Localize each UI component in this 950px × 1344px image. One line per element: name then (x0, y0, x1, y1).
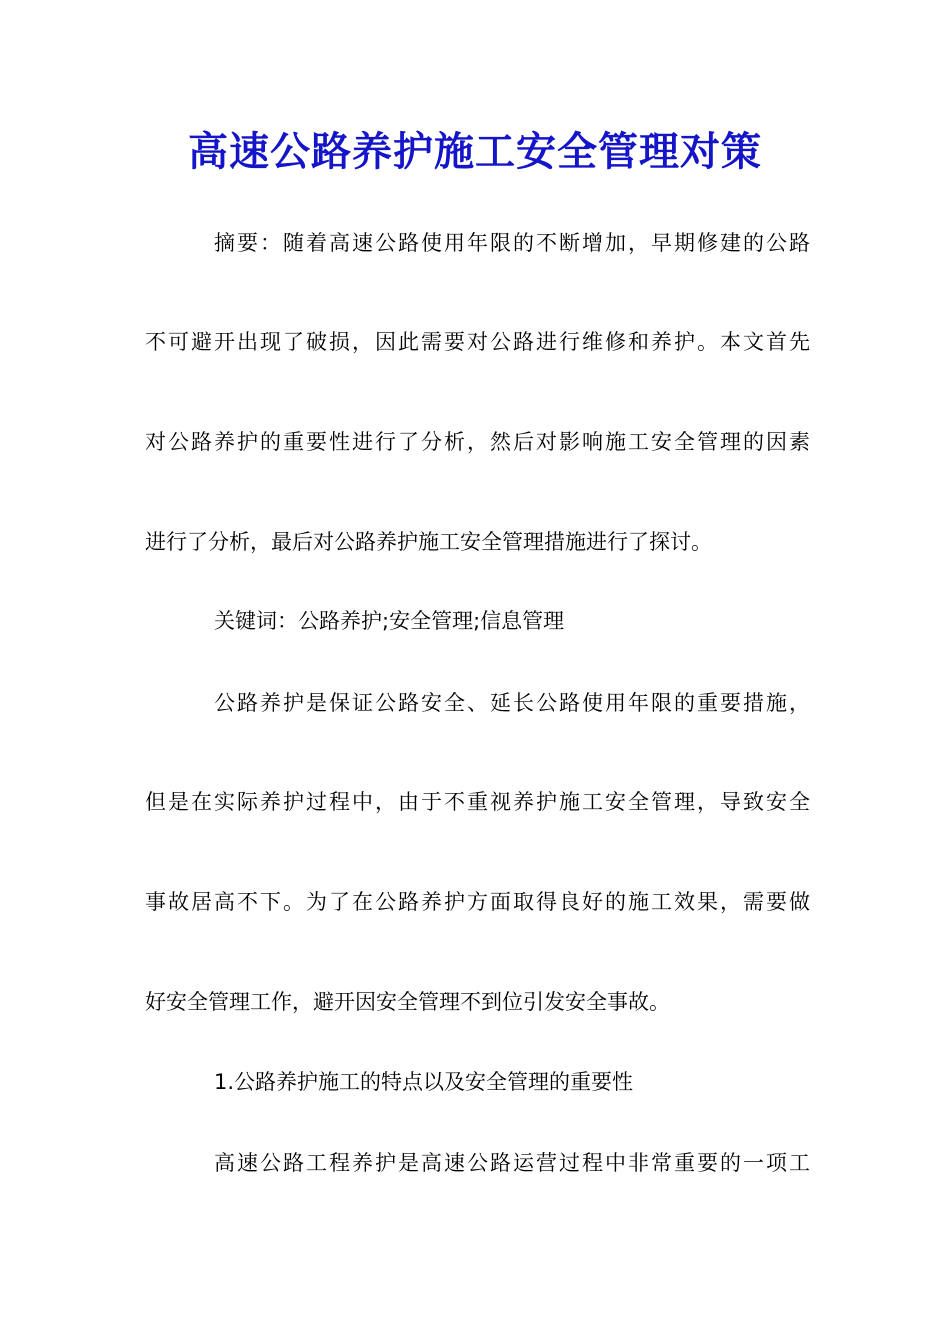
paragraph-line-3: 事故居高不下。为了在公路养护方面取得良好的施工效果，需要做 (145, 890, 810, 914)
section-paragraph-line-1: 高速公路工程养护是高速公路运营过程中非常重要的一项工 (214, 1151, 810, 1175)
paragraph-line-4: 好安全管理工作，避开因安全管理不到位引发安全事故。 (145, 990, 670, 1014)
abstract-line-2: 不可避开出现了破损，因此需要对公路进行维修和养护。本文首先 (145, 330, 810, 354)
section-heading: 1.公路养护施工的特点以及安全管理的重要性 (214, 1070, 634, 1094)
paragraph-line-1: 公路养护是保证公路安全、延长公路使用年限的重要措施， (214, 691, 810, 715)
abstract-line-1: 摘要：随着高速公路使用年限的不断增加，早期修建的公路 (214, 231, 810, 255)
keywords-line: 关键词：公路养护;安全管理;信息管理 (214, 609, 565, 633)
document-title: 高速公路养护施工安全管理对策 (188, 128, 762, 175)
abstract-line-3: 对公路养护的重要性进行了分析，然后对影响施工安全管理的因素 (145, 430, 810, 454)
paragraph-line-2: 但是在实际养护过程中，由于不重视养护施工安全管理，导致安全 (145, 790, 810, 814)
abstract-line-4: 进行了分析，最后对公路养护施工安全管理措施进行了探讨。 (145, 530, 712, 554)
